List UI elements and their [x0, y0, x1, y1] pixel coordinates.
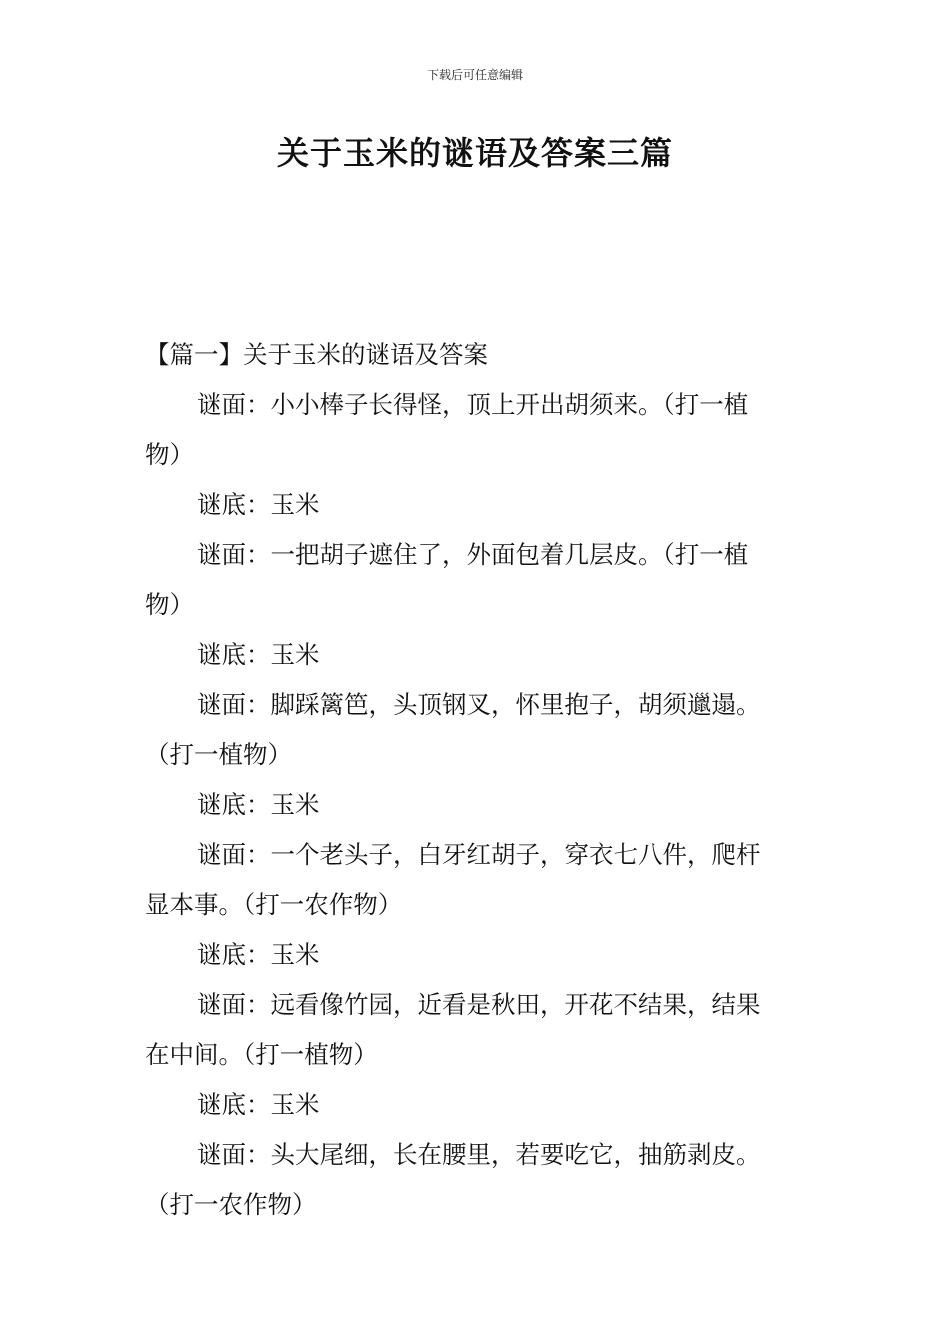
riddle-continuation-line: 物）: [145, 440, 194, 469]
riddle-question-line: 谜面：一把胡子遮住了，外面包着几层皮。（打一植: [197, 540, 749, 569]
riddle-answer-line: 谜底：玉米: [197, 790, 320, 819]
riddle-continuation-line: （打一农作物）: [145, 1190, 317, 1219]
document-title: 关于玉米的谜语及答案三篇: [276, 134, 673, 172]
riddle-answer-line: 谜底：玉米: [197, 1090, 320, 1119]
riddle-lines: [145, 380, 810, 1230]
riddle-answer-line: 谜底：玉米: [197, 490, 320, 519]
riddle-question-line: 谜面：头大尾细，长在腰里，若要吃它，抽筋剥皮。: [197, 1140, 761, 1169]
riddle-question-line: 谜面：脚踩篱笆，头顶钢叉，怀里抱子，胡须邋遢。: [197, 690, 761, 719]
section-heading: 【篇一】关于玉米的谜语及答案: [145, 340, 488, 369]
riddle-question-line: 谜面：小小棒子长得怪，顶上开出胡须来。（打一植: [197, 390, 749, 419]
header-note: 下载后可任意编辑: [426, 68, 523, 82]
riddle-continuation-line: 显本事。（打一农作物）: [145, 890, 403, 919]
riddle-continuation-line: 在中间。（打一植物）: [145, 1040, 378, 1069]
riddle-question-line: 谜面：远看像竹园，近看是秋田，开花不结果，结果: [197, 990, 761, 1019]
riddle-continuation-line: （打一植物）: [145, 740, 292, 769]
riddle-answer-line: 谜底：玉米: [197, 940, 320, 969]
riddle-question-line: 谜面：一个老头子，白牙红胡子，穿衣七八件，爬杆: [197, 840, 761, 869]
riddle-continuation-line: 物）: [145, 590, 194, 619]
document-body: [145, 330, 810, 1230]
riddle-answer-line: 谜底：玉米: [197, 640, 320, 669]
